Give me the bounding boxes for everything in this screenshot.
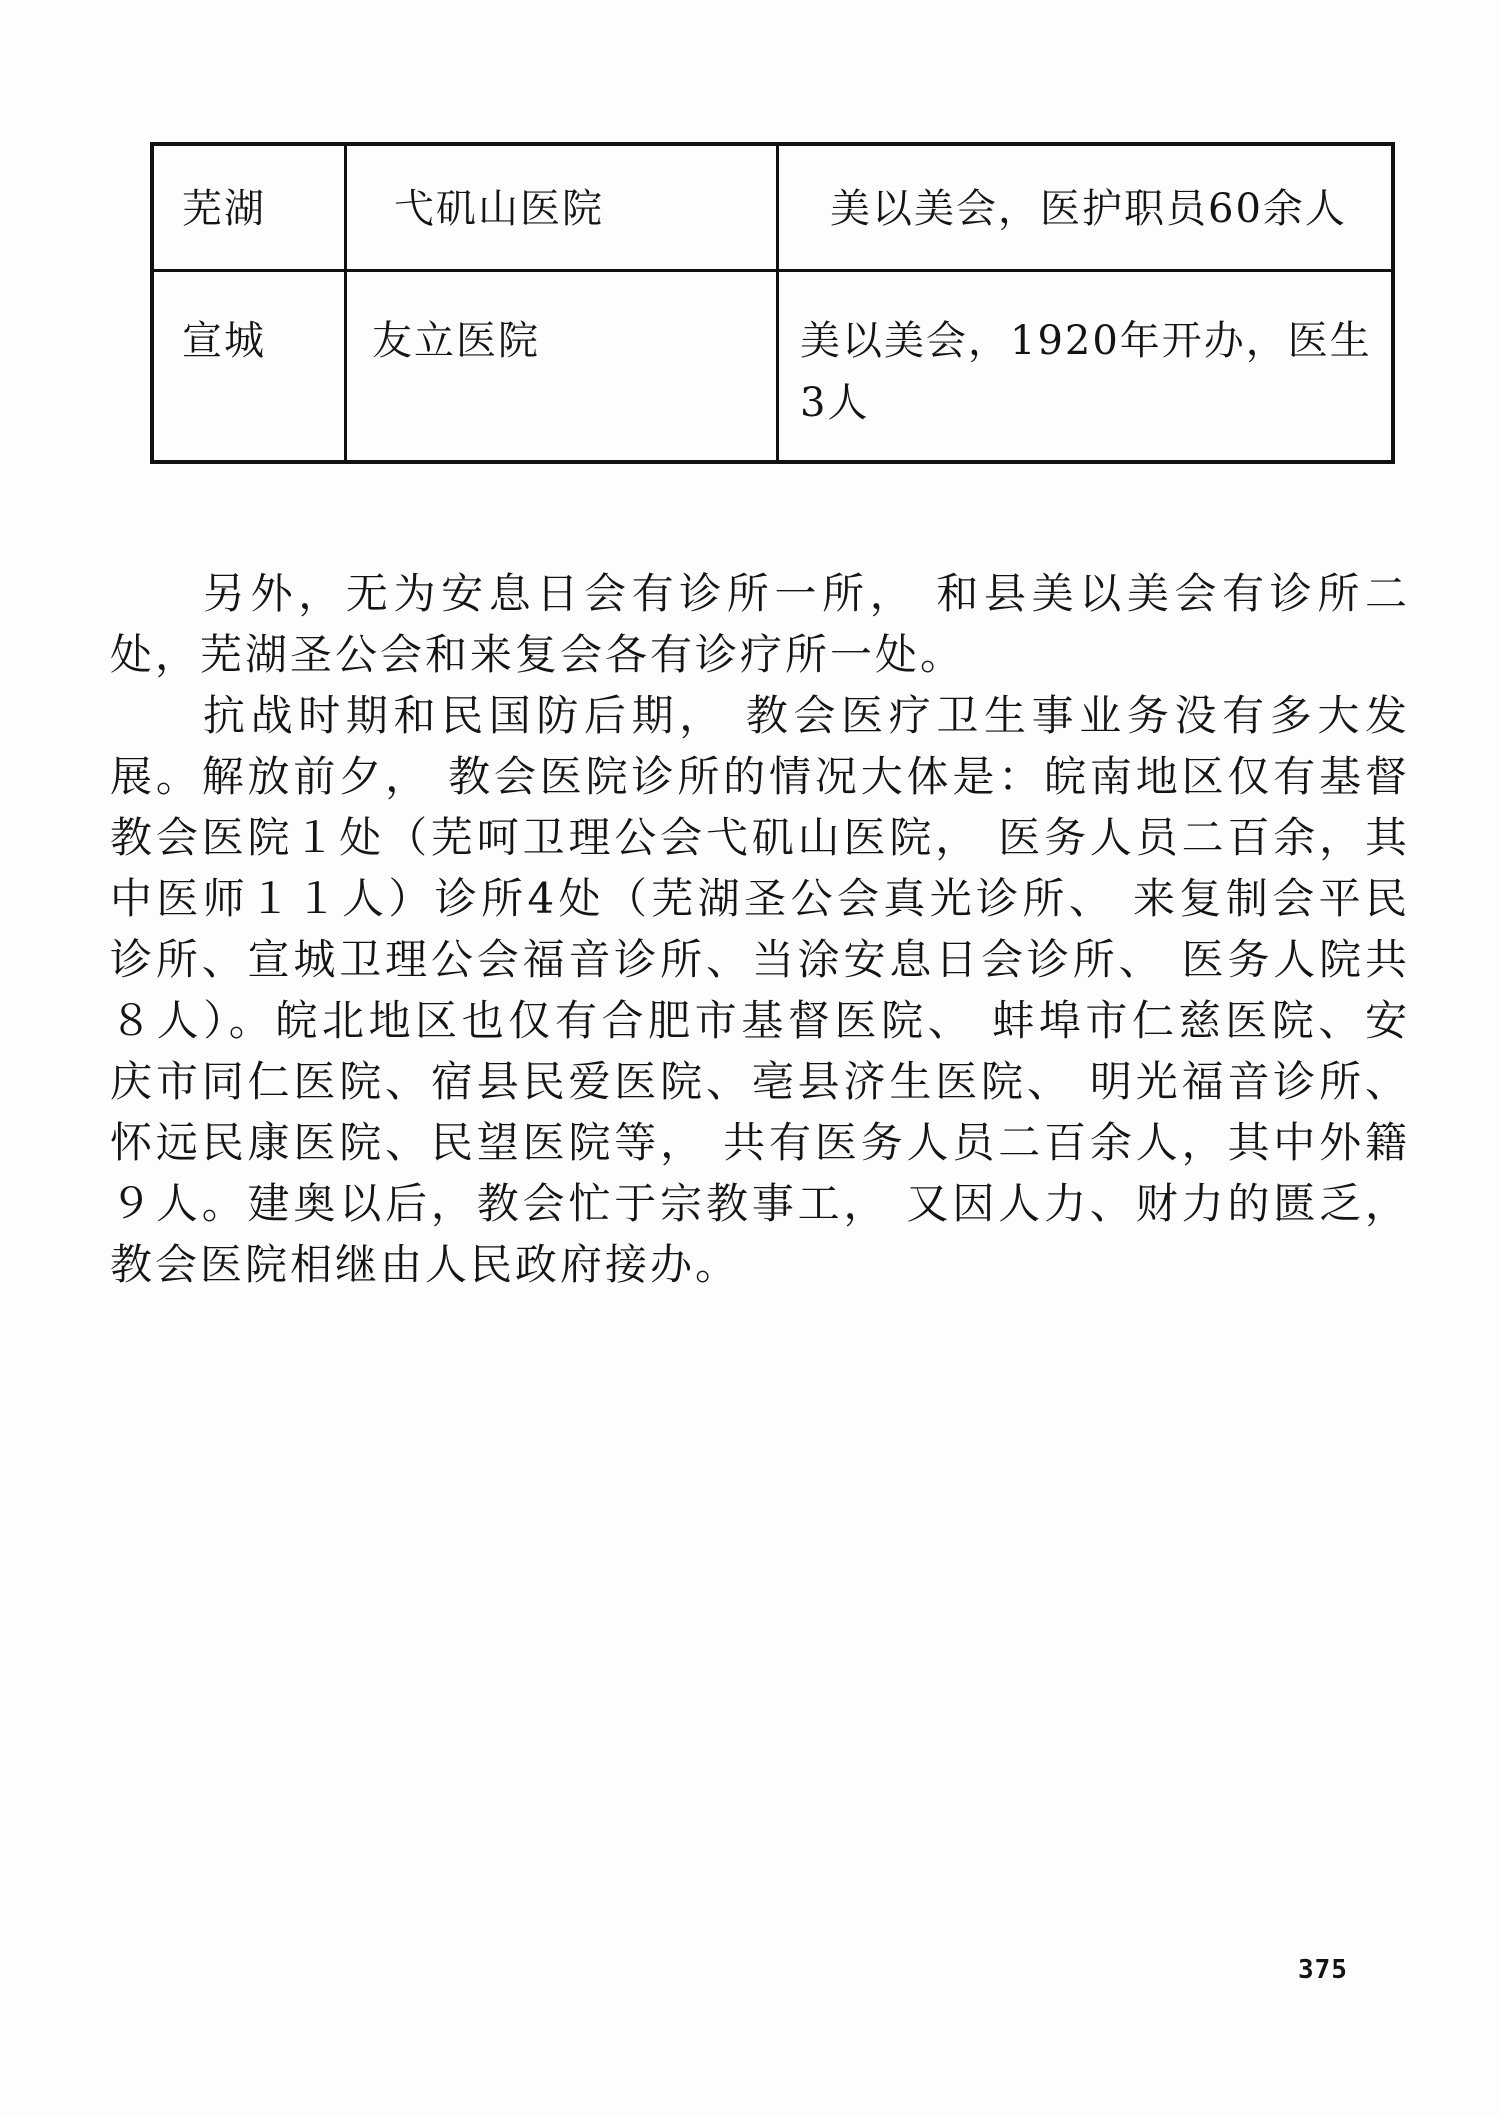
- hospital-name-cell: 友立医院: [372, 318, 540, 364]
- body-paragraph: 另外，无为安息日会有诊所一所， 和县美以美会有诊所二处，芜湖圣公会和来复会各有诊疗所一处。: [110, 569, 1410, 679]
- table-row: [154, 146, 1391, 272]
- page-number: 375: [1298, 1955, 1348, 1985]
- city-cell: 芜湖: [182, 186, 266, 232]
- note-cell: 美以美会，医护职员60余人: [830, 186, 1347, 232]
- table-row: [154, 272, 1391, 460]
- hospital-name-cell: 弋矶山医院: [394, 186, 604, 232]
- note-cell: 美以美会，1920年开办，医生3人: [800, 318, 1372, 426]
- city-cell: 宣城: [182, 318, 266, 364]
- column-divider: [776, 272, 779, 460]
- column-divider: [776, 146, 779, 269]
- hospital-table: [150, 142, 1395, 464]
- column-divider: [344, 272, 347, 460]
- column-divider: [344, 146, 347, 269]
- body-paragraph: 抗战时期和民国防后期， 教会医疗卫生事业务没有多大发展。解放前夕， 教会医院诊所的情况大体是：皖南地区仅有基督教会医院１处（芜呵卫理公会弋矶山医院， 医务人员二百余，其中医师１１人）诊所4处（芜湖圣公会真光诊所、 来复制会平民诊所、宣城卫理公会福音诊所、当涂安息日会诊所、 医务人院共８人）。皖北地区也仅有合肥市基督医院、 蚌埠市仁慈医院、安庆市同仁医院、宿县民爱医院、亳县济生医院、 明光福音诊所、怀远民康医院、民望医院等， 共有医务人员二百余人，其中外籍９人。建奥以后，教会忙于宗教事工， 又因人力、财力的匮乏，教会医院相继由人民政府接办。: [110, 691, 1410, 1289]
